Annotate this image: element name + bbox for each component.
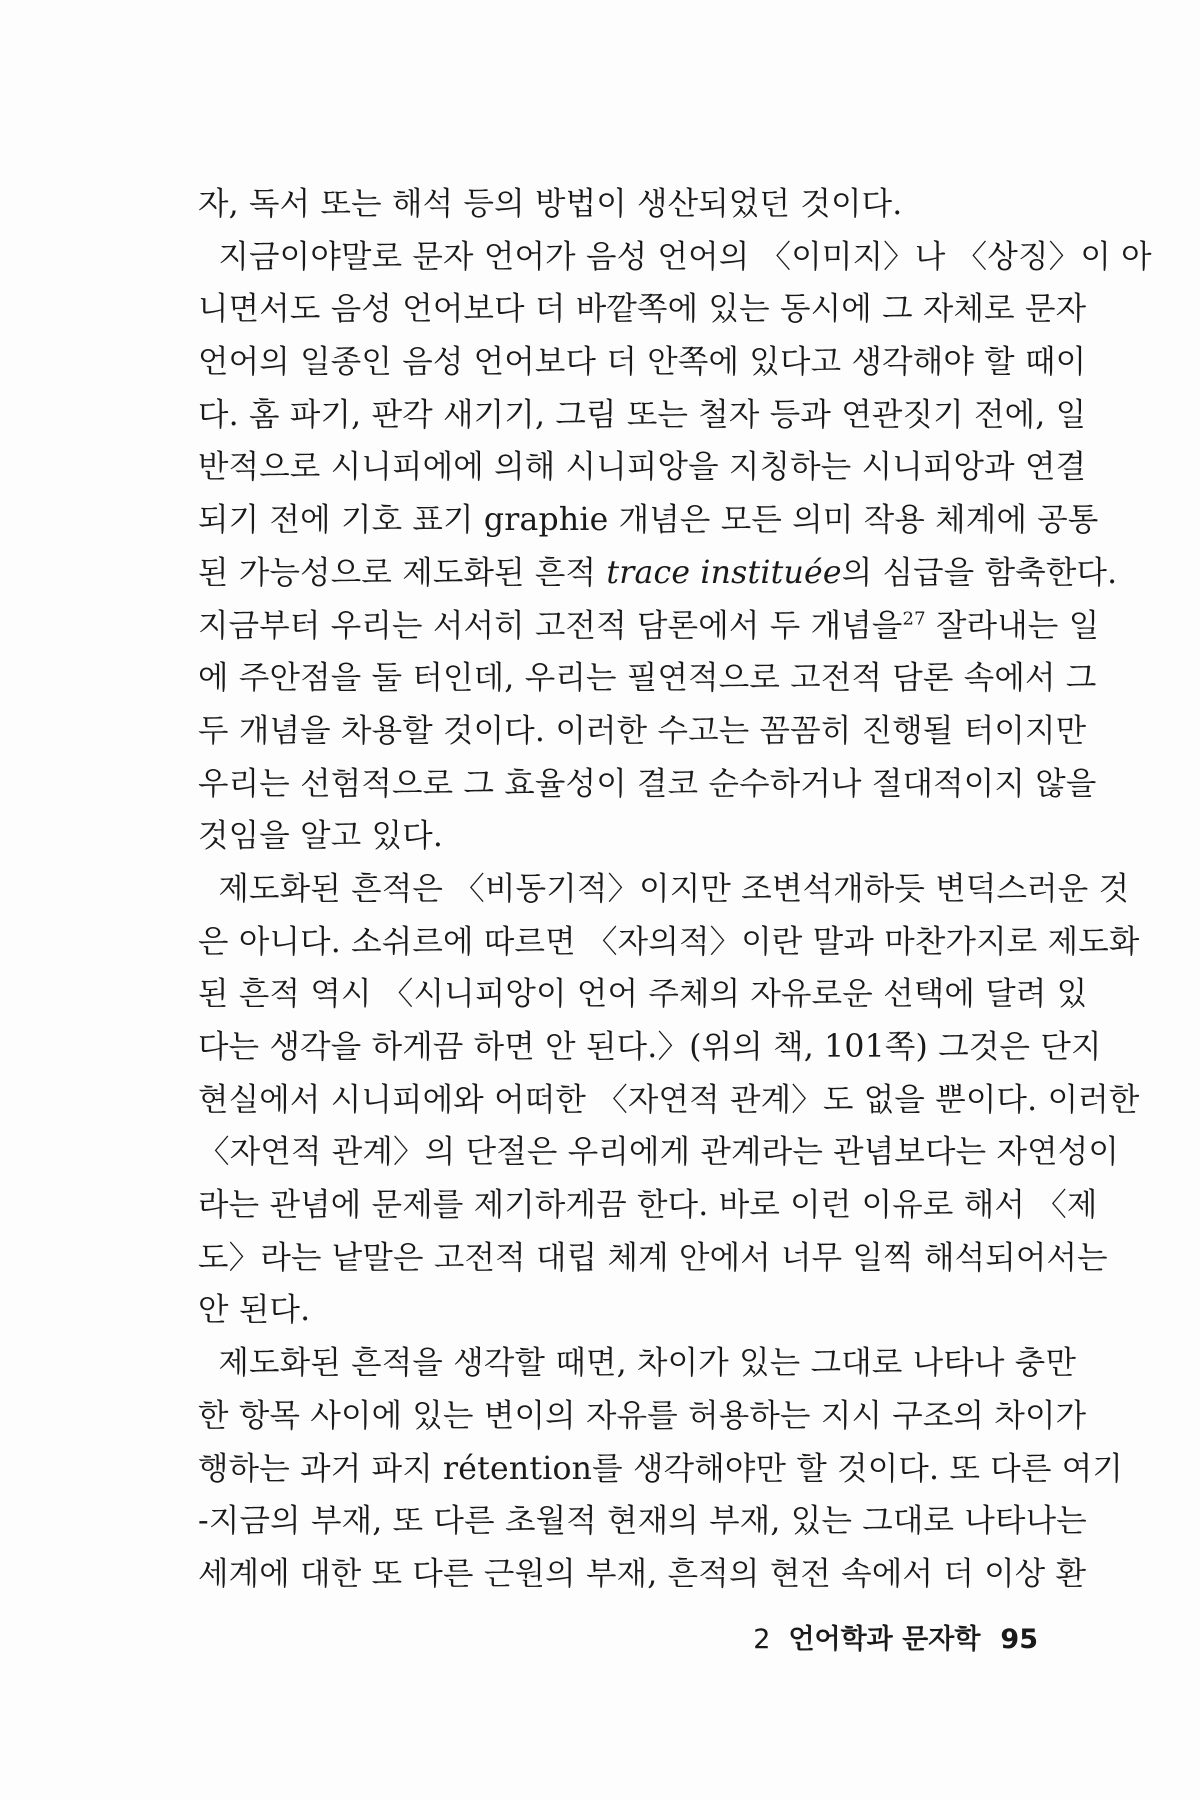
- text-line: 은 아니다. 소쉬르에 따르면 〈자의적〉이란 말과 마찬가지로 제도화: [198, 923, 1140, 960]
- text-line: 자, 독서 또는 해석 등의 방법이 생산되었던 것이다.: [198, 186, 903, 222]
- text-segment: 된 가능성으로 제도화된 흔적: [198, 554, 607, 591]
- text-line: 반적으로 시니피에에 의해 시니피앙을 지칭하는 시니피앙과 연결: [198, 449, 1087, 486]
- text-line: 〈자연적 관계〉의 단절은 우리에게 관계라는 관념보다는 자연성이: [198, 1134, 1120, 1171]
- text-line: 것임을 알고 있다.: [198, 818, 444, 855]
- text-line: 두 개념을 차용할 것이다. 이러한 수고는 꼼꼼히 진행될 터이지만: [198, 712, 1087, 749]
- text-line: 되기 전에 기호 표기 graphie 개념은 모든 의미 작용 체계에 공통: [198, 502, 1099, 539]
- chapter-number: 2: [753, 1624, 771, 1655]
- body-text: [198, 178, 1152, 1601]
- text-line: 세계에 대한 또 다른 근원의 부재, 흔적의 현전 속에서 더 이상 환: [198, 1555, 1087, 1592]
- text-line: 라는 관념에 문제를 제기하게끔 한다. 바로 이런 이유로 해서 〈제: [198, 1187, 1098, 1224]
- text-line: 도〉라는 낱말은 고전적 대립 체계 안에서 너무 일찍 해석되어서는: [198, 1239, 1108, 1276]
- running-footer: [753, 1618, 1038, 1662]
- text-line: 한 항목 사이에 있는 변이의 자유를 허용하는 지시 구조의 차이가: [198, 1397, 1087, 1434]
- text-segment: 의 심급을 함축한다.: [841, 554, 1118, 591]
- text-segment: 지금부터 우리는 서서히 고전적 담론에서 두 개념을: [198, 607, 903, 644]
- italic-term: trace instituée: [606, 554, 842, 591]
- text-line: 제도화된 흔적은 〈비동기적〉이지만 조변석개하듯 변덕스러운 것: [198, 870, 1130, 907]
- text-line: [198, 600, 1100, 653]
- text-line: 행하는 과거 파지 rétention를 생각해야만 할 것이다. 또 다른 여기: [198, 1450, 1124, 1487]
- text-line: 된 흔적 역시 〈시니피앙이 언어 주체의 자유로운 선택에 달려 있: [198, 976, 1088, 1013]
- text-line: 다. 홈 파기, 판각 새기기, 그림 또는 철자 등과 연관짓기 전에, 일: [198, 396, 1087, 433]
- text-line: 언어의 일종인 음성 언어보다 더 안쪽에 있다고 생각해야 할 때이: [198, 344, 1087, 381]
- text-line: 제도화된 흔적을 생각할 때면, 차이가 있는 그대로 나타나 충만: [198, 1345, 1077, 1382]
- text-line: 우리는 선험적으로 그 효율성이 결코 순수하거나 절대적이지 않을: [198, 765, 1097, 802]
- text-line: 안 된다.: [198, 1292, 311, 1329]
- text-line: 현실에서 시니피에와 어떠한 〈자연적 관계〉도 없을 뿐이다. 이러한: [198, 1081, 1140, 1118]
- text-line: [198, 547, 1118, 600]
- text-line: 니면서도 음성 언어보다 더 바깥쪽에 있는 동시에 그 자체로 문자: [198, 291, 1087, 328]
- text-line: -지금의 부재, 또 다른 초월적 현재의 부재, 있는 그대로 나타나는: [198, 1503, 1087, 1540]
- text-line: 지금이야말로 문자 언어가 음성 언어의 〈이미지〉나 〈상징〉이 아: [198, 238, 1152, 275]
- page-number: 95: [1000, 1624, 1038, 1655]
- footnote-marker: 27: [902, 608, 926, 629]
- text-segment: 잘라내는 일: [925, 607, 1100, 644]
- text-line: 에 주안점을 둘 터인데, 우리는 필연적으로 고전적 담론 속에서 그: [198, 660, 1097, 697]
- text-line: 다는 생각을 하게끔 하면 안 된다.〉(위의 책, 101쪽) 그것은 단지: [198, 1029, 1102, 1065]
- chapter-title: 언어학과 문자학: [788, 1624, 981, 1655]
